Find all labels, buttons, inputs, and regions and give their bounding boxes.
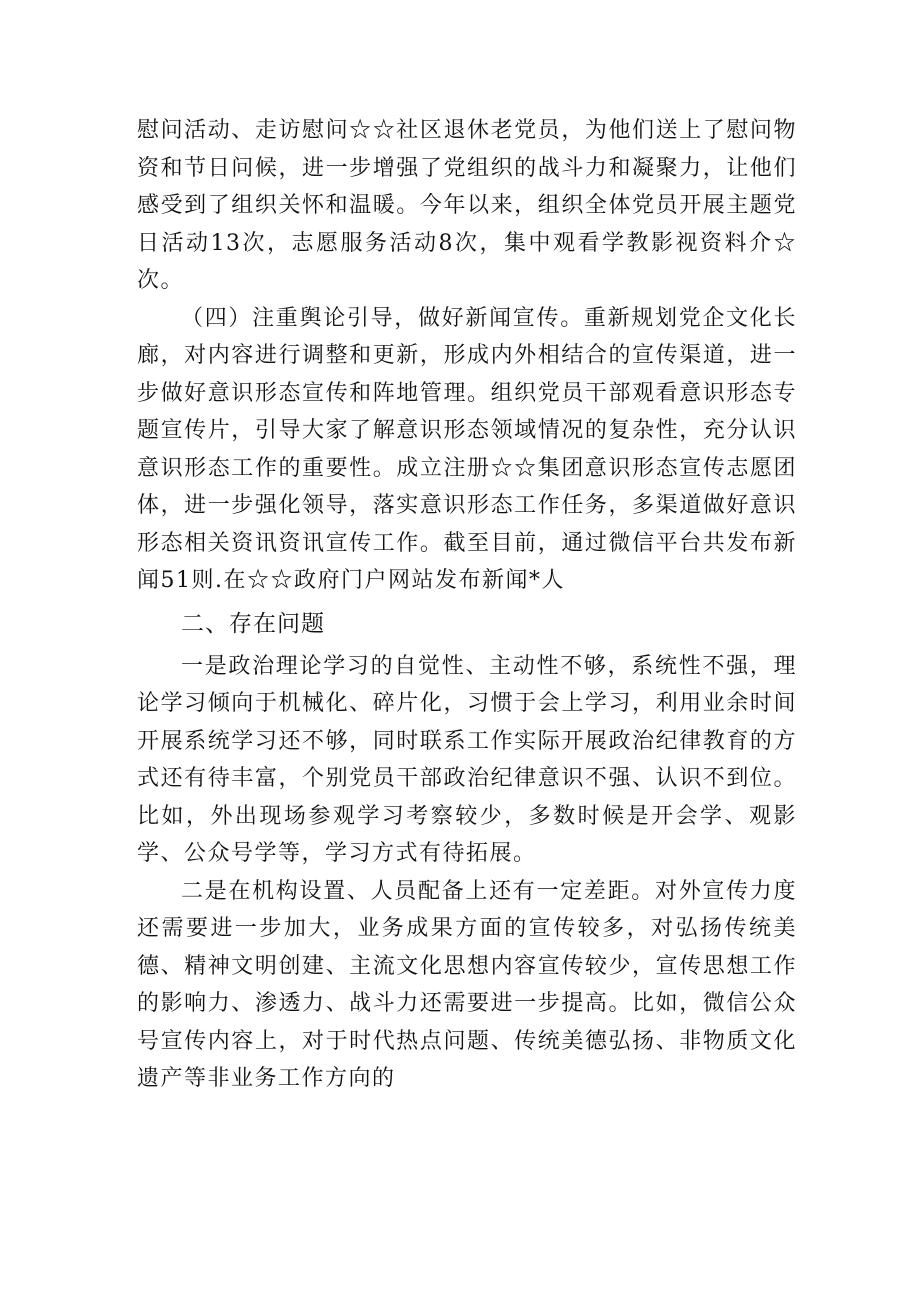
paragraph-problem-one: 一是政治理论学习的自觉性、主动性不够，系统性不强，理论学习倾向于机械化、碎片化，习惯于会上学习，利用业余时间开展系统学习还不够，同时联系工作实际开展政治纪律教育的方式还有待丰富，个别党员干部政治纪律意识不强、认识不到位。比如，外出现场参观学习考察较少，多数时候是开会学、观影学、公众号学等，学习方式有待拓展。 <box>137 653 797 866</box>
paragraph-publicity: （四）注重舆论引导，做好新闻宣传。重新规划党企文化长廊，对内容进行调整和更新，形成内外相结合的宣传渠道，进一步做好意识形态宣传和阵地管理。组织党员干部观看意识形态专题宣传片，引导大家了解意识形态领域情况的复杂性，充分认识意识形态工作的重要性。成立注册☆☆集团意识形态宣传志愿团体，进一步强化领导，落实意识形态工作任务，多渠道做好意识形态相关资讯资讯宣传工作。截至目前，通过微信平台共发布新闻51则.在☆☆政府门户网站发布新闻*人 <box>137 305 797 593</box>
paragraph-problem-two: 二是在机构设置、人员配备上还有一定差距。对外宣传力度还需要进一步加大，业务成果方面的宣传较多，对弘扬传统美德、精神文明创建、主流文化思想内容宣传较少，宣传思想工作的影响力、渗透力、战斗力还需要进一步提高。比如，微信公众号宣传内容上，对于时代热点问题、传统美德弘扬、非物质文化遗产等非业务工作方向的 <box>137 878 797 1091</box>
document-page <box>137 112 797 1098</box>
paragraph-visits: 慰问活动、走访慰问☆☆社区退休老党员，为他们送上了慰问物资和节日问候，进一步增强了党组织的战斗力和凝聚力，让他们感受到了组织关怀和温暖。今年以来，组织全体党员开展主题党日活动13次，志愿服务活动8次，集中观看学教影视资料介☆次。 <box>137 118 797 293</box>
section-heading: 二、存在问题 <box>181 610 325 637</box>
